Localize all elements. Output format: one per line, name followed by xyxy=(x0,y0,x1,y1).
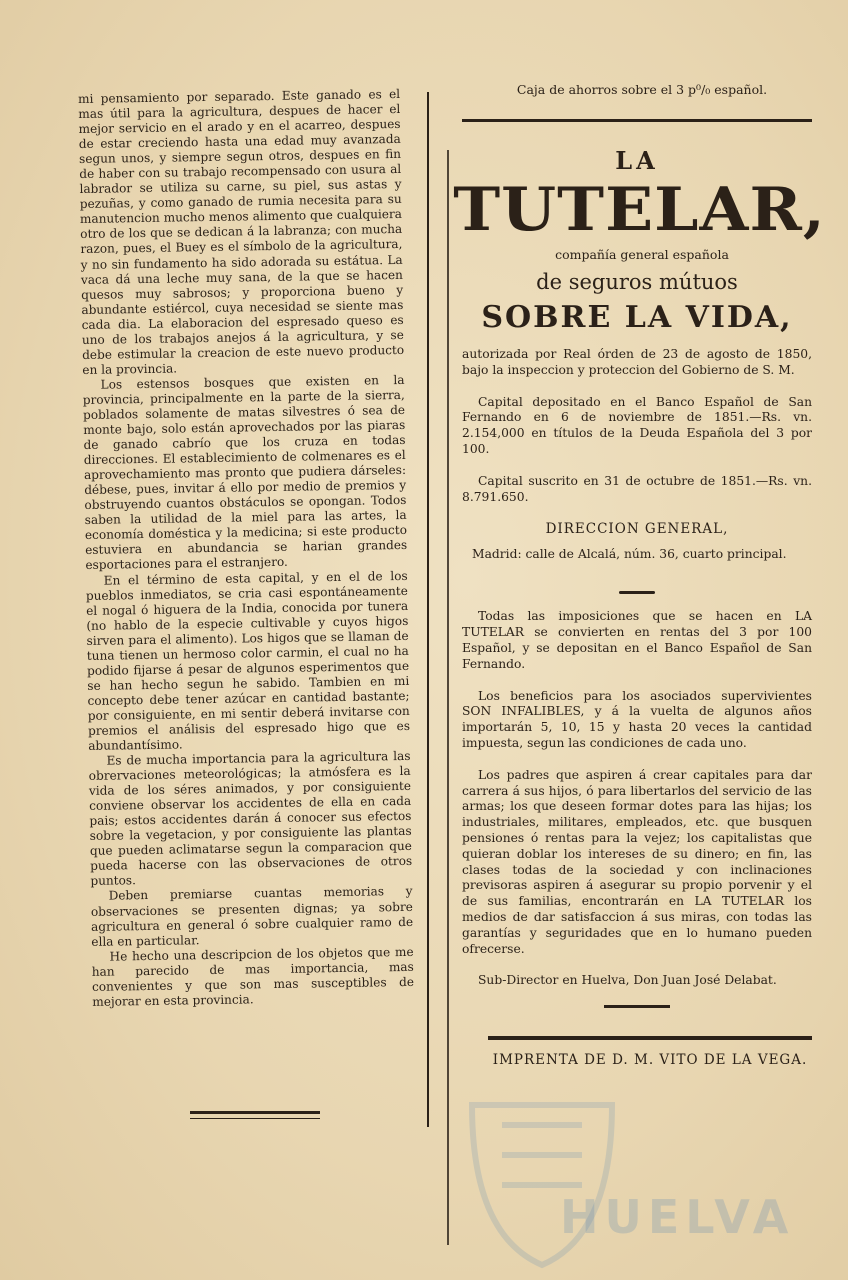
left-paragraph: He hecho una descripcion de los objetos que me han parecido de mas importancia, mas convenientes y que son mas susceptibles de mejorar en esta provincia. xyxy=(91,944,415,1009)
left-paragraph: mi pensamiento por separado. Este ganado es el mas útil para la agricultura, despues de hacer el mejor servicio en el arado y en el acarreo, despues de estar creciendo hasta una edad muy avanzada segun unos, y siempre segun otros, despues en fin de haber con su trabajo recompensado con usura al labrador se utiliza su carne, su piel, sus astas y pezuñas, y como ganado de rumia necesita para su manutencion mucho menos alimento que cualquiera otro de los que se dedican á la labranza; con mucha razon, pues, el Buey es el símbolo de la agricultura, y no sin fundamento ha sido adorada su estátua. La vaca dá una leche muy sana, de la que se hacen quesos muy sabrosos; y proporciona bueno y abundante estiércol, cuya necesidad se siente mas cada dia. La elaboracion del espresado queso es uno de los trabajos anejos á la agricultura, y se debe estimular la creacion de este nuevo producto en la provincia. xyxy=(78,86,405,377)
ornament-flourish xyxy=(462,579,812,587)
left-paragraph: Es de mucha importancia para la agricultura las obrervaciones meteorológicas; la atmósfera es la vida de los séres animados, y por consiguiente conviene observar los accidentes de ella en cada pais; estos accidentes darán á conocer sus efectos sobre la vegetacion, y por consiguiente las plantas que pueden aclimatarse segun la comparacion que pueda hacerse con las observaciones de otros puntos. xyxy=(88,748,413,889)
subdirector-text: Sub-Director en Huelva, Don Juan José Delabat. xyxy=(478,973,777,988)
capital-suscrito-text: Capital suscrito en 31 de octubre de 1851.—Rs. vn. 8.791.650. xyxy=(462,473,812,504)
archive-seal-watermark xyxy=(432,1085,772,1275)
imprenta-footer: IMPRENTA DE D. M. VITO DE LA VEGA. xyxy=(492,1052,808,1069)
column-divider xyxy=(427,92,429,1127)
top-rule xyxy=(462,119,812,122)
seguros-subtitle: de seguros mútuos xyxy=(536,270,738,294)
end-rule xyxy=(604,1005,670,1008)
imposiciones-text: Todas las imposiciones que se hacen en LA TUTELAR se convierten en rentas del 3 por 100 Español, y se depositan en el Banco Español de San Fernando. xyxy=(462,609,812,671)
direccion-heading: DIRECCION GENERAL, xyxy=(545,521,729,538)
capital-depositado-text: Capital depositado en el Banco Español de San Fernando en 6 de noviembre de 1851.—Rs. vn. 2.154,000 en títulos de la Deuda Española del 3 por 100. xyxy=(462,394,812,456)
column-divider-right xyxy=(447,150,449,1245)
caja-heading: Caja de ahorros sobre el 3 p⁰/₀ español. xyxy=(516,82,768,97)
la-heading: LA xyxy=(615,146,659,175)
imprenta-rule xyxy=(488,1036,812,1040)
padres-text: Los padres que aspiren á crear capitales para dar carrera á sus hijos, ó para libertarlos del servicio de las armas; los que deseen formar dotes para las hijas; los industriales, militares, empleados, etc. que busquen pensiones ó rentas para la vejez; los capitalistas que quieran doblar los intereses de su dinero; en fin, las clases todas de la sociedad y con inclinaciones previsoras aspiren á asegurar su propio porvenir y el de sus familias, encontrarán en LA TUTELAR los medios de dar satisfaccion á sus miras, con todas las garantías y seguridades que en lo humano pueden ofrecerse. xyxy=(462,767,812,956)
compania-subtitle: compañía general española xyxy=(555,247,729,262)
vida-heading: SOBRE LA VIDA, xyxy=(481,300,793,335)
autorizada-text: autorizada por Real órden de 23 de agosto de 1850, bajo la inspeccion y proteccion del Gobierno de S. M. xyxy=(462,347,812,377)
left-paragraph: En el término de esta capital, y en el de los pueblos inmediatos, se cria casi espontáneamente el nogal ó higuera de la India, conocida por tunera (no hablo de la especie cultivable y cuyos higos sirven para el alimento). Los higos que se llaman de tuna tienen un hermoso color carmin, el cual no ha podido fijarse á pesar de algunos esperimentos que se han hecho segun he sabido. Tambien en mi concepto debe tener azúcar en cantidad bastante; por consiguiente, en mi sentir deberá invitarse con premios el análisis del espresado higo que es abundantísimo. xyxy=(85,568,411,753)
left-paragraph: Los estensos bosques que existen en la provincia, principalmente en la parte de la sierra, poblados solamente de matas silvestres ó sea de monte bajo, solo están aprovechados por las piaras de ganado cabrío que los cruza en todas direcciones. El establecimiento de colmenares es el aprovechamiento mas pronto que pudiera dárseles: débese, pues, invitar á ello por medio de premios y obstruyendo cuantos obstáculos se opongan. Todos saben la utilidad de la miel para las artes, la economía doméstica y la medicina; si este producto estuviera en abundancia se harian grandes esportaciones para el estranjero. xyxy=(82,372,408,573)
watermark-text: HUELVA xyxy=(560,1190,795,1244)
madrid-address: Madrid: calle de Alcalá, núm. 36, cuarto principal. xyxy=(472,547,787,562)
left-paragraph: Deben premiarse cuantas memorias y observaciones se presenten dignas; ya sobre agricultura en general ó sobre cualquier ramo de ella en particular. xyxy=(90,884,414,949)
advertisement-column xyxy=(453,82,826,1069)
left-end-rule xyxy=(190,1111,320,1119)
tutelar-title: TUTELAR, xyxy=(453,175,826,245)
left-article-column xyxy=(78,87,414,1010)
beneficios-text: Los beneficios para los asociados supervivientes SON INFALIBLES, y á la vuelta de algunos años importarán 5, 10, 15 y hasta 20 veces la cantidad impuesta, segun las condiciones de cada uno. xyxy=(462,688,812,750)
